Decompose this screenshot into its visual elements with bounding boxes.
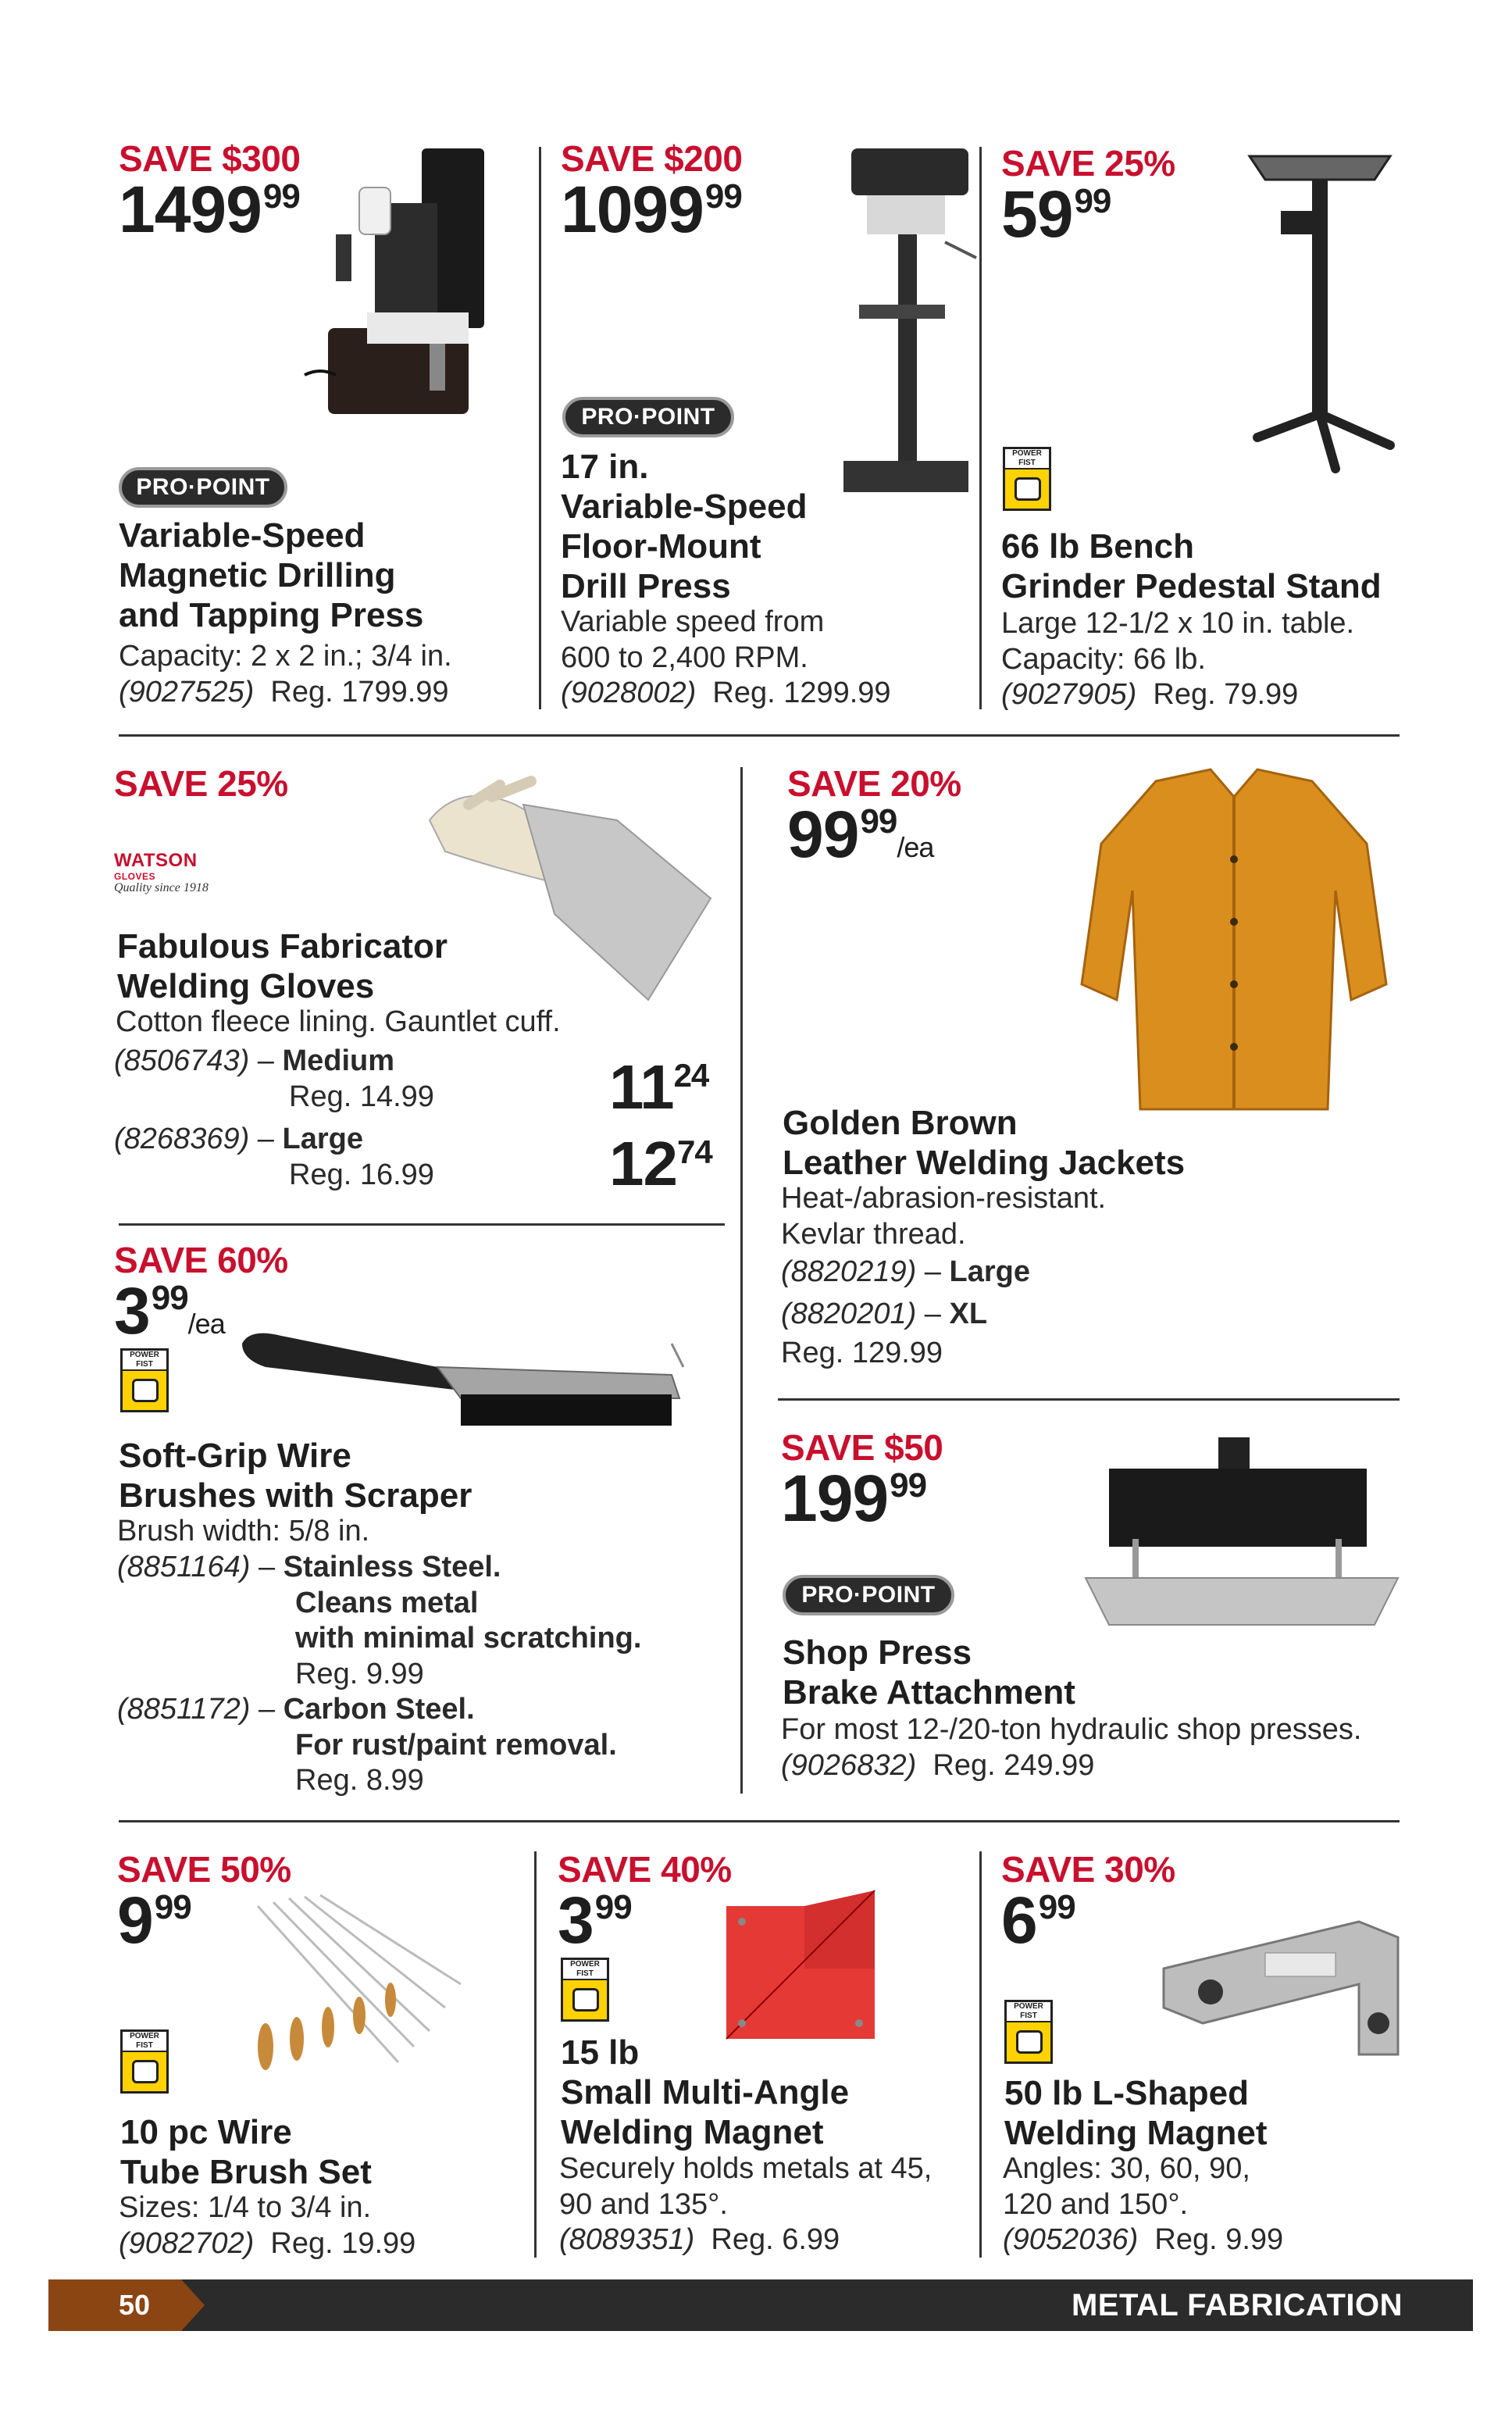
sale-price: $99^{99}/ea$ <box>787 798 934 871</box>
save-badge: SAVE 30% <box>1001 1849 1175 1890</box>
variant-large: (8268369) – Large Reg. 16.99 <box>114 1123 434 1191</box>
product-description: Heat-/abrasion-resistant. Kevlar thread. <box>781 1182 1107 1251</box>
sku: (9082702) <box>119 2226 255 2260</box>
variant-large-price: $12^{74}$ <box>609 1129 712 1198</box>
pedestal-stand-image <box>1234 141 1406 477</box>
regular-price: Reg. 6.99 <box>711 2223 840 2257</box>
product-title: 50 lb L-Shaped Welding Magnet <box>1004 2074 1268 2153</box>
drill-press-image <box>828 141 984 500</box>
save-badge: SAVE 25% <box>1001 143 1175 184</box>
angle-magnet-image <box>711 1875 890 2047</box>
row-divider <box>119 1223 725 1226</box>
variant-large: (8820219) – Large <box>781 1255 1030 1288</box>
chevron-right-icon <box>181 2279 205 2331</box>
sale-price: 1099$^{99}$ <box>561 173 742 246</box>
product-title: 66 lb Bench Grinder Pedestal Stand <box>1001 527 1382 606</box>
product-title: Golden Brown Leather Welding Jackets <box>783 1104 1186 1183</box>
row-divider <box>119 734 1400 737</box>
variant-carbon: (8851172) – Carbon Steel. For rust/paint removal. Reg. 8.99 <box>117 1693 617 1797</box>
product-description: Large 12-1/2 x 10 in. table. Capacity: 66 lb. (9027905) Reg. 79.99 <box>1001 607 1355 712</box>
sale-price: $9^{99}$ <box>117 1883 191 1957</box>
pro-point-brand-logo: PRO·POINT <box>562 397 734 437</box>
sku: (9028002) <box>561 676 697 710</box>
welding-gloves-image <box>414 773 726 1008</box>
column-divider <box>979 1851 982 2258</box>
l-magnet-image <box>1156 1906 1406 2062</box>
product-description: Variable speed from 600 to 2,400 RPM. (9028002) Reg. 1299.99 <box>561 605 891 710</box>
product-title: Fabulous Fabricator Welding Gloves <box>117 927 448 1006</box>
section-title: METAL FABRICATION <box>1071 2288 1403 2322</box>
sale-price: $199^{99}$ <box>781 1462 927 1535</box>
save-badge: SAVE $300 <box>119 138 301 179</box>
sku: (9027905) <box>1001 678 1137 712</box>
pro-point-brand-logo: PRO·POINT <box>783 1575 954 1615</box>
regular-price: Reg. 1799.99 <box>270 675 449 709</box>
sku: (9026832) <box>781 1748 917 1782</box>
variant-xl: (8820201) – XL <box>781 1298 988 1330</box>
regular-price: Reg. 129.99 <box>781 1337 943 1369</box>
product-description: Capacity: 2 x 2 in.; 3/4 in. (9027525) Reg. 1799.99 <box>119 640 452 709</box>
tube-brush-set-image <box>242 1890 476 2086</box>
welding-jacket-image <box>1078 766 1390 1117</box>
brake-attachment-image <box>1078 1430 1406 1633</box>
product-title: 15 lb Small Multi-Angle Welding Magnet <box>561 2033 850 2152</box>
power-fist-brand-logo: POWER FIST <box>1003 447 1051 511</box>
power-fist-brand-logo: POWER FIST <box>120 1348 169 1412</box>
sale-price: 1499$^{99}$ <box>119 173 300 246</box>
product-title: Shop Press Brake Attachment <box>783 1633 1075 1712</box>
sale-price: $3^{99}$ <box>558 1883 632 1957</box>
regular-price: Reg. 79.99 <box>1153 678 1299 712</box>
product-title: 17 in. Variable-Speed Floor-Mount Drill Press <box>561 448 808 606</box>
power-fist-brand-logo: POWER FIST <box>1004 2000 1053 2064</box>
product-title: 10 pc Wire Tube Brush Set <box>120 2113 372 2192</box>
product-description: Sizes: 1/4 to 3/4 in. (9082702) Reg. 19.99 <box>119 2191 416 2260</box>
row-divider <box>119 1820 1400 1822</box>
variant-stainless: (8851164) – Stainless Steel. Cleans metal with minimal scratching. Reg. 9.99 <box>117 1551 642 1690</box>
product-description: Securely holds metals at 45, 90 and 135°. (8089351) Reg. 6.99 <box>559 2152 933 2257</box>
regular-price: Reg. 19.99 <box>270 2226 416 2260</box>
sale-price: $59^{99}$ <box>1001 177 1111 251</box>
column-divider <box>534 1851 537 2258</box>
sale-price: $6^{99}$ <box>1001 1883 1075 1957</box>
page-footer <box>48 2279 1473 2331</box>
pro-point-brand-logo: PRO·POINT <box>119 467 287 508</box>
product-description: Brush width: 5/8 in. <box>117 1515 370 1547</box>
page-number: 50 <box>48 2279 181 2331</box>
watson-gloves-brand-logo: WATSON GLOVES Quality since 1918 <box>114 850 209 894</box>
save-badge: SAVE 60% <box>114 1240 288 1280</box>
wire-brush-image <box>234 1312 687 1445</box>
regular-price: Reg. 249.99 <box>933 1748 1095 1782</box>
sku: (9052036) <box>1003 2223 1139 2257</box>
sku: (9027525) <box>119 675 255 709</box>
variant-medium: (8506743) – Medium Reg. 14.99 <box>114 1044 434 1113</box>
column-divider <box>979 147 982 709</box>
sale-price: $3^{99}/ea$ <box>114 1274 225 1348</box>
sku: (8089351) <box>559 2223 695 2257</box>
row-divider <box>778 1398 1400 1401</box>
power-fist-brand-logo: POWER FIST <box>120 2029 169 2094</box>
column-divider <box>539 147 541 709</box>
save-badge: SAVE 20% <box>787 763 961 804</box>
column-divider <box>740 767 743 1794</box>
save-badge: SAVE 50% <box>117 1849 291 1890</box>
product-description: Cotton fleece lining. Gauntlet cuff. <box>116 1005 561 1038</box>
product-title: Soft-Grip Wire Brushes with Scraper <box>119 1437 472 1515</box>
product-description: For most 12-/20-ton hydraulic shop presses. (9026832) Reg. 249.99 <box>781 1713 1362 1782</box>
regular-price: Reg. 9.99 <box>1154 2223 1284 2257</box>
regular-price: Reg. 1299.99 <box>712 676 891 710</box>
product-description: Angles: 30, 60, 90, 120 and 150°. (9052036) Reg. 9.99 <box>1003 2152 1284 2257</box>
save-badge: SAVE 25% <box>114 763 288 804</box>
save-badge: SAVE $200 <box>561 138 743 179</box>
product-title: Variable-Speed Magnetic Drilling and Tapping Press <box>119 516 424 635</box>
power-fist-brand-logo: POWER FIST <box>561 1958 609 2022</box>
save-badge: SAVE $50 <box>781 1427 943 1468</box>
variant-medium-price: $11^{24}$ <box>609 1052 709 1122</box>
save-badge: SAVE 40% <box>558 1849 732 1890</box>
magnetic-drill-image <box>289 141 523 437</box>
